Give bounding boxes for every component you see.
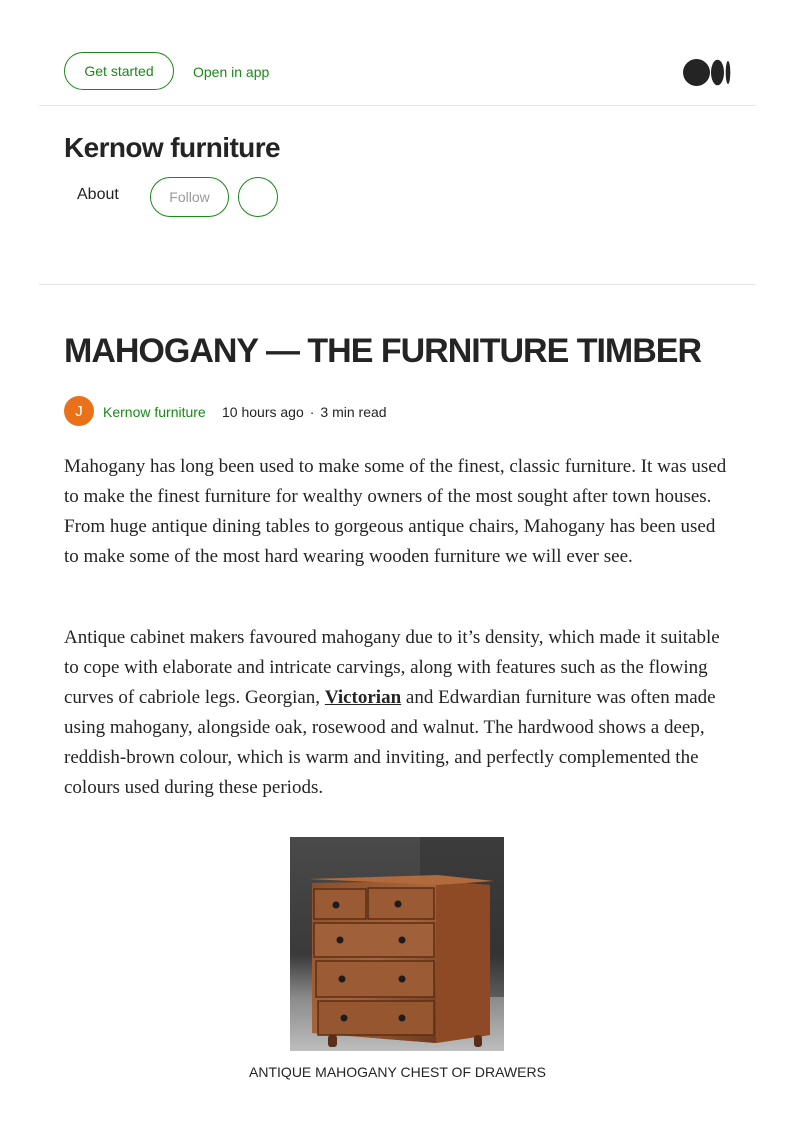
- publication-title[interactable]: Kernow furniture: [64, 132, 280, 163]
- open-in-app-link[interactable]: Open in app: [193, 64, 270, 80]
- top-bar: [0, 0, 795, 106]
- paragraph-2: [64, 623, 734, 803]
- medium-logo-icon[interactable]: [683, 59, 731, 86]
- author-name-link[interactable]: Kernow furniture: [103, 404, 206, 420]
- paragraph-1: Mahogany has long been used to make some of the finest, classic furniture. It was used to make the finest furniture for wealthy owners of the most sought after town houses. From huge antique dining tables to gorgeous antique chairs, Mahogany has been used to make some of the most hard wearing wooden furniture we will ever see.: [64, 456, 727, 567]
- meta-separator: ·: [309, 404, 315, 420]
- victorian-link[interactable]: Victorian: [324, 687, 402, 708]
- subscribe-button[interactable]: [238, 177, 278, 217]
- read-time: 3 min read: [320, 404, 387, 420]
- get-started-button[interactable]: Get started: [64, 52, 174, 90]
- publication-divider: [39, 284, 756, 285]
- article-title: MAHOGANY — THE FURNITURE TIMBER: [64, 332, 702, 370]
- about-link[interactable]: About: [77, 186, 119, 203]
- avatar[interactable]: [64, 396, 94, 426]
- posted-time: 10 hours ago: [222, 404, 304, 420]
- avatar-letter: J: [75, 402, 83, 420]
- chest-of-drawers-image: [290, 837, 504, 1051]
- paragraph-2-text-after: and Edwardian furniture was often made using mahogany, alongside oak, rosewood and walnut. The hardwood shows a deep, reddish-brown colour, which is warm and inviting, and perfectly complemented the colours used during these periods.: [64, 687, 716, 798]
- figure-caption: ANTIQUE MAHOGANY CHEST OF DRAWERS: [249, 1064, 546, 1080]
- article-meta: [222, 404, 387, 420]
- follow-button[interactable]: Follow: [150, 177, 229, 217]
- header-divider: [39, 105, 756, 106]
- paragraph-2-text-before: Antique cabinet makers favoured mahogany due to it’s density, which made it suitable to cope with elaborate and intricate carvings, along with features such as the flowing curves of cabriole legs. Georgian,: [64, 627, 720, 708]
